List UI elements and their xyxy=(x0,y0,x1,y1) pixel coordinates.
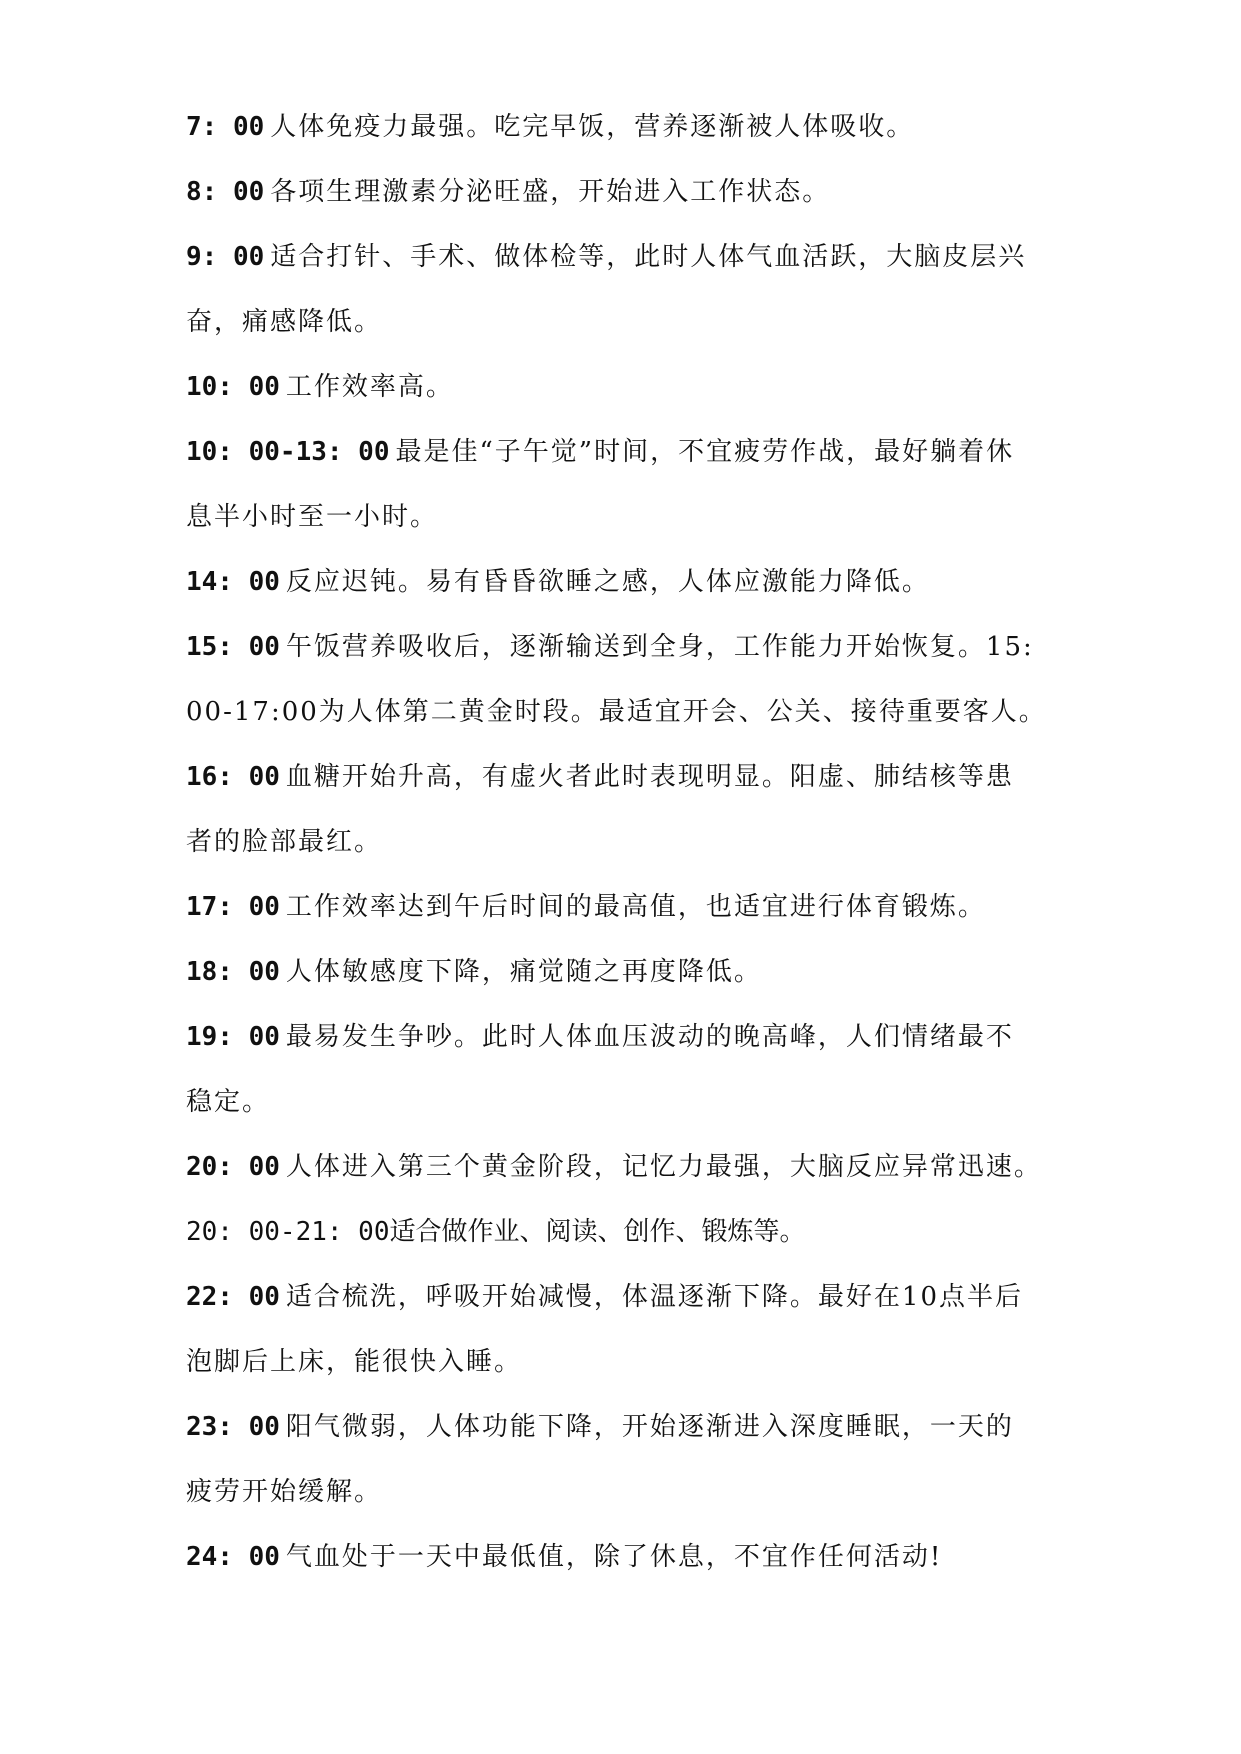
entry-text: 血糖开始升高，有虚火者此时表现明显。阳虚、肺结核等患 xyxy=(285,762,1014,792)
entry-1400 xyxy=(186,550,1066,615)
entry-text: 午饭营养吸收后，逐渐输送到全身，工作能力开始恢复。15: xyxy=(285,632,1034,662)
entry-2000 xyxy=(186,1135,1066,1200)
entry-1900 xyxy=(186,1005,1066,1070)
time-label: 17: 00 xyxy=(186,892,280,922)
entry-text: 人体进入第三个黄金阶段，记忆力最强，大脑反应异常迅速。 xyxy=(285,1152,1042,1182)
entry-text: 工作效率达到午后时间的最高值，也适宜进行体育锻炼。 xyxy=(285,892,986,922)
entry-2000-continued xyxy=(186,1200,1066,1265)
entry-1500 xyxy=(186,615,1066,680)
entry-text-continued: 疲劳开始缓解。 xyxy=(186,1477,383,1507)
entry-text: 适合打针、手术、做体检等，此时人体气血活跃，大脑皮层兴 xyxy=(270,242,1027,272)
entry-1500-continued xyxy=(186,680,1066,745)
time-label: 18: 00 xyxy=(186,957,280,987)
entry-text: 气血处于一天中最低值，除了休息，不宜作任何活动! xyxy=(285,1542,943,1572)
entry-2300-continued xyxy=(186,1460,1066,1525)
entry-0700 xyxy=(186,95,1066,160)
entry-text: 各项生理激素分泌旺盛，开始进入工作状态。 xyxy=(270,177,831,207)
entry-text: 适合梳洗，呼吸开始减慢，体温逐渐下降。最好在10点半后 xyxy=(285,1282,1024,1312)
entry-2200 xyxy=(186,1265,1066,1330)
entry-text-continued: 奋，痛感降低。 xyxy=(186,307,383,337)
time-label: 14: 00 xyxy=(186,567,280,597)
entry-text: 最是佳“子午觉”时间，不宜疲劳作战，最好躺着休 xyxy=(395,437,1015,467)
entry-1000-1300 xyxy=(186,420,1066,485)
entry-1700 xyxy=(186,875,1066,940)
entry-text-continued: 稳定。 xyxy=(186,1087,271,1117)
entry-text-continued: 00-17:00为人体第二黄金时段。最适宜开会、公关、接待重要客人。 xyxy=(186,697,1047,727)
entry-text-continued: 者的脸部最红。 xyxy=(186,827,383,857)
entry-text: 人体敏感度下降，痛觉随之再度降低。 xyxy=(285,957,762,987)
time-label: 10: 00-13: 00 xyxy=(186,437,390,467)
entry-2200-continued xyxy=(186,1330,1066,1395)
entry-0900 xyxy=(186,225,1066,290)
entry-2300 xyxy=(186,1395,1066,1460)
entry-0800 xyxy=(186,160,1066,225)
time-label: 9: 00 xyxy=(186,242,265,272)
entry-1900-continued xyxy=(186,1070,1066,1135)
entry-1000-1300-continued xyxy=(186,485,1066,550)
entry-text-continued: 泡脚后上床，能很快入睡。 xyxy=(186,1347,523,1377)
entry-1800 xyxy=(186,940,1066,1005)
entry-text: 阳气微弱，人体功能下降，开始逐渐进入深度睡眠，一天的 xyxy=(285,1412,1014,1442)
entry-1600 xyxy=(186,745,1066,810)
entry-text: 工作效率高。 xyxy=(285,372,454,402)
entry-text-continued: 息半小时至一小时。 xyxy=(186,502,439,532)
time-label: 23: 00 xyxy=(186,1412,280,1442)
time-label: 19: 00 xyxy=(186,1022,280,1052)
entry-1000 xyxy=(186,355,1066,420)
entry-1600-continued xyxy=(186,810,1066,875)
entry-text-continued: 20: 00-21: 00适合做作业、阅读、创作、锻炼等。 xyxy=(186,1217,806,1247)
time-label: 24: 00 xyxy=(186,1542,280,1572)
time-label: 15: 00 xyxy=(186,632,280,662)
time-label: 7: 00 xyxy=(186,112,265,142)
time-label: 20: 00 xyxy=(186,1152,280,1182)
time-label: 16: 00 xyxy=(186,762,280,792)
entry-text: 人体免疫力最强。吃完早饭，营养逐渐被人体吸收。 xyxy=(270,112,915,142)
entry-2400 xyxy=(186,1525,1066,1590)
entry-text: 反应迟钝。易有昏昏欲睡之感，人体应激能力降低。 xyxy=(285,567,930,597)
time-label: 8: 00 xyxy=(186,177,265,207)
entry-text: 最易发生争吵。此时人体血压波动的晚高峰，人们情绪最不 xyxy=(285,1022,1014,1052)
time-label: 10: 00 xyxy=(186,372,280,402)
document-page xyxy=(186,95,1066,1590)
time-label: 22: 00 xyxy=(186,1282,280,1312)
entry-0900-continued xyxy=(186,290,1066,355)
